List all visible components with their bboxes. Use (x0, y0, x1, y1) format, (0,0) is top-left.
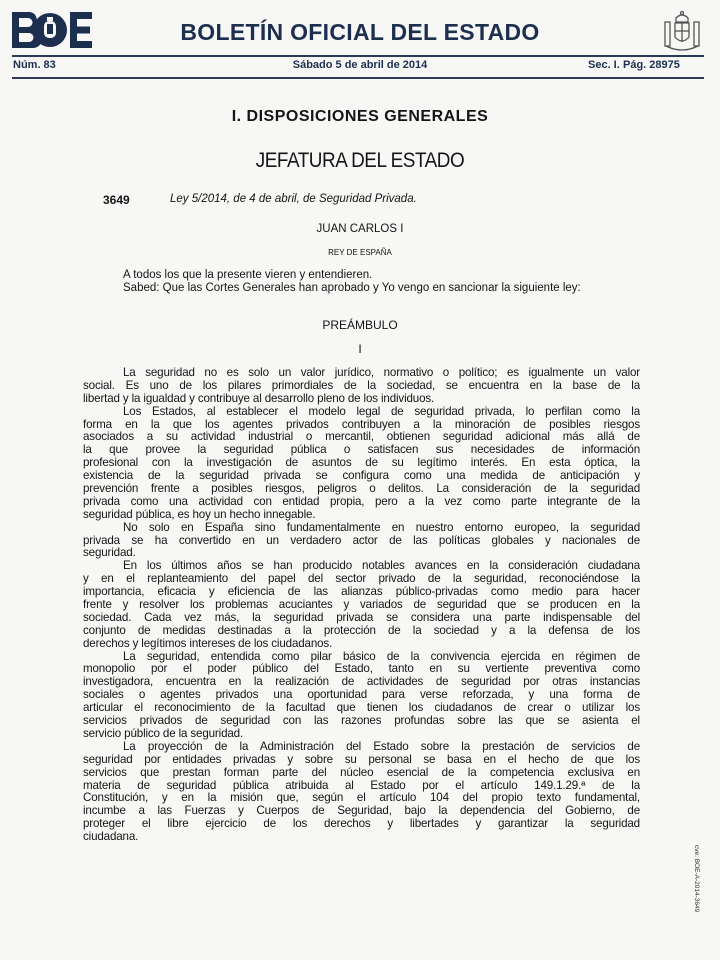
section-label: Sec. I. (588, 59, 620, 71)
paragraph (83, 367, 640, 406)
text-line: seguridad por entidades privadas y sobre su personal se basa en el hecho de que los (83, 753, 640, 766)
preamble-body (83, 367, 640, 844)
text-line: servicios privados de seguridad con las razones profundas sobre las que se asienta el (83, 715, 640, 728)
text-line: social. Es uno de los pilares primordiales de la sociedad, se encuentra en la base de la (83, 379, 640, 392)
text-line: asociados a su actividad industrial o mercantil, obtienen seguridad adicional más allá de (83, 431, 640, 444)
text-line: forma en la que los agentes privados contribuyen a la minoración de posibles riesgos (83, 418, 640, 431)
entry-number: 3649 (103, 193, 130, 207)
text-line: monopolio por el poder público del Estado, tanto en su vertiente preventiva como (83, 663, 640, 676)
text-line: ciudadana. (83, 831, 139, 844)
text-line: profesional con la investigación de asuntos de su legítimo interés. En esta óptica, la (83, 457, 640, 470)
paragraph (83, 741, 640, 844)
page-number: Pág. 28975 (623, 59, 680, 71)
coat-of-arms-icon (662, 10, 702, 52)
text-line: privada como una actividad con entidad propia, pero a la vez como parte integrante de la (83, 495, 640, 508)
text-line: servicio público de la seguridad. (83, 727, 244, 740)
text-line: existencia de la seguridad privada se configura como una medida de anticipación y (83, 470, 640, 483)
paragraph (83, 560, 640, 650)
text-line: La seguridad no es solo un valor jurídico, normativo o político; es igualmente un valor (123, 367, 640, 379)
text-line: privada se ha convertido en un verdadero actor de las políticas globales y nacionales de (83, 534, 640, 547)
text-line: investigadora, encuentra en la realización de actividades de seguridad por otras instancias (83, 676, 640, 689)
issue-number: Núm. 83 (13, 59, 56, 71)
cve-identifier: cve: BOE-A-2014-3649 (693, 845, 700, 913)
text-line: La proyección de la Administración del Estado sobre la prestación de servicios de (123, 740, 640, 753)
text-line: seguridad. (83, 547, 136, 560)
text-line: derechos y legítimos intereses de los ciudadanos. (83, 637, 333, 650)
preamble-section-number: I (358, 342, 362, 356)
text-line: Constitución, y en la misión que, según el artículo 104 del propio texto fundamental, (83, 792, 640, 805)
text-line: Los Estados, al establecer el modelo legal de seguridad privada, lo perfilan como la (123, 405, 640, 418)
intro-line: Sabed: Que las Cortes Generales han aprobado y Yo vengo en sancionar la siguiente ley: (123, 282, 581, 294)
paragraph (83, 651, 640, 741)
issue-date: Sábado 5 de abril de 2014 (292, 59, 428, 71)
text-line: libertad y la igualdad y contribuye al desarrollo pleno de los individuos. (83, 392, 435, 405)
publication-title: BOLETÍN OFICIAL DEL ESTADO (180, 19, 540, 45)
section-heading: I. DISPOSICIONES GENERALES (231, 108, 489, 125)
text-line: la que provee la seguridad pública o satisfacen sus necesidades de información (83, 444, 640, 457)
text-line: importancia, eficacia y eficiencia de las alianzas público-privadas como medio para hacer (83, 586, 640, 599)
text-line: materia de seguridad pública atribuida al Estado por el artículo 149.1.29.ª de la (83, 779, 640, 792)
text-line: En los últimos años se han producido notables avances en la consideración ciudadana (123, 560, 640, 573)
text-line: y en el replanteamiento del papel del sector privado de la seguridad, reconociéndose la (83, 573, 640, 586)
intro-line: A todos los que la presente vieren y entendieren. (123, 269, 373, 281)
text-line: servicios que prestan forman parte del núcleo esencial de la competencia exclusiva en (83, 766, 640, 779)
paragraph (83, 406, 640, 522)
text-line: La seguridad, entendida como pilar básico de la convivencia ejercida en régimen de (123, 650, 640, 663)
department-heading: JEFATURA DEL ESTADO (255, 149, 465, 172)
king-title: REY DE ESPAÑA (328, 248, 392, 257)
text-line: seguridad pública, es hoy un hecho innegable. (83, 508, 316, 521)
text-line: prevención frente a posibles riesgos, peligros o delitos. La consideración de la seguridad (83, 483, 640, 496)
text-line: frente y resolver los problemas acuciantes y variados de seguridad que se producen en la (83, 599, 640, 612)
paragraph (83, 522, 640, 561)
text-line: sociales o agentes privados una oportunidad para verse reforzada, y una forma de (83, 689, 640, 702)
text-line: incumbe a las Fuerzas y Cuerpos de Seguridad, bajo la dependencia del Gobierno, de (83, 805, 640, 818)
header-rule-bottom (12, 77, 704, 79)
text-line: conjunto de medidas destinadas a la protección de la sociedad y a la defensa de los (83, 624, 640, 637)
king-name: JUAN CARLOS I (316, 223, 404, 235)
text-line: proteger el libre ejercicio de los derechos y libertades y garantizar la seguridad (83, 818, 640, 831)
text-line: articular el reconocimiento de la facultad que tienen los ciudadanos de crear o utilizar los (83, 702, 640, 715)
text-line: sociedad. Cada vez más, la seguridad privada se considera una parte indispensable del (83, 611, 640, 624)
header-rule-top (12, 55, 704, 57)
text-line: No solo en España sino fundamentalmente en nuestro entorno europeo, la seguridad (123, 521, 640, 534)
preamble-heading: PREÁMBULO (322, 318, 398, 332)
law-title: Ley 5/2014, de 4 de abril, de Seguridad Privada. (170, 193, 417, 205)
